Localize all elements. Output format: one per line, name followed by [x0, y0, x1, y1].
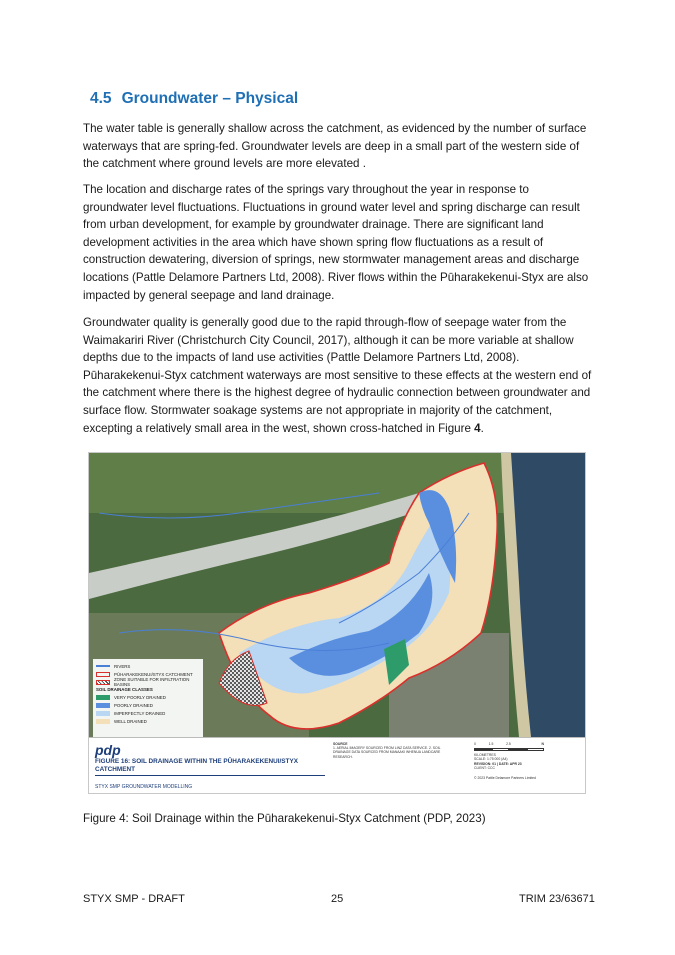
legend-infiltration-label: ZONE SUITABLE FOR INFILTRATION BASINS	[114, 677, 190, 687]
scale-tick: 0	[474, 742, 476, 746]
scale-unit: KILOMETRES	[474, 753, 496, 758]
client-text: CLIENT: CCC	[474, 765, 495, 770]
legend-river-swatch	[96, 665, 110, 667]
legend-classes-title: SOIL DRAINAGE CLASSES	[96, 687, 153, 692]
scale-tick: 1.5	[488, 742, 494, 746]
footer-document-title: STYX SMP - DRAFT	[83, 893, 185, 905]
section-heading	[90, 90, 298, 108]
figure-title-block	[89, 737, 585, 794]
legend-infiltration-swatch	[96, 680, 110, 685]
legend-very-poorly-label: VERY POORLY DRAINED	[114, 694, 166, 700]
legend-infiltration	[96, 678, 200, 686]
legend-poorly-label: POORLY DRAINED	[114, 702, 153, 708]
footer-page-number: 25	[331, 893, 344, 905]
figure-title: FIGURE 16: SOIL DRAINAGE WITHIN THE PŪHARAKEKENUI/STYX CATCHMENT	[95, 758, 325, 776]
legend-well-label: WELL DRAINED	[114, 718, 147, 724]
legend-rivers-label: RIVERS	[114, 663, 131, 669]
scale-bar	[474, 748, 544, 751]
paragraph-water-table: The water table is generally shallow across the catchment, as evidenced by the number of surface waterways that are spring-fed. Groundwater levels are deep in a small part of the western side of the catchment where ground levels are more elevated .	[83, 122, 587, 171]
soil-drainage-map-figure	[88, 452, 586, 794]
map-legend	[93, 659, 203, 737]
legend-catchment-swatch	[96, 672, 110, 677]
paragraph-end-punct: .	[480, 421, 484, 435]
figure-notes	[333, 742, 451, 759]
scale-ticks	[474, 742, 544, 746]
paragraph-springs: The location and discharge rates of the springs vary throughout the year in response to groundwater level fluctuations. Fluctuations in ground water level and spring discharge can result from urban development, for example by groundwater drainage. There are significant land development activities in the area which have shown spring flow fluctuations as a result of construction dewatering, diversion of springs, new stormwater management areas and discharge locations (Pattle Delamore Partners Ltd, 2008). River flows within the Pūharakekenui-Styx are also impacted by general seepage and land drainage.	[83, 183, 589, 302]
scale-text: SCALE: 1:75 000 (A4)	[474, 757, 508, 762]
scale-tick: 2.5	[506, 742, 511, 746]
figure-reference[interactable]: 4	[474, 421, 481, 435]
figure-subtitle: STYX SMP GROUNDWATER MODELLING	[95, 784, 193, 790]
legend-imperfectly-swatch	[96, 711, 110, 716]
legend-imperfectly	[96, 709, 200, 717]
pdp-logo: pdp	[95, 742, 121, 758]
legend-well	[96, 717, 200, 725]
legend-very-poorly-swatch	[96, 695, 110, 700]
figure-scale-info	[474, 742, 580, 780]
section-title: Groundwater – Physical	[121, 90, 299, 107]
legend-well-swatch	[96, 719, 110, 724]
figure-notes-text: 1. AERIAL IMAGERY SOURCED FROM LINZ DATA SERVICE. 2. SOIL DRAINAGE DATA SOURCED FROM MANAAKI WHENUA LANDCARE RESEARCH.	[333, 746, 441, 759]
paragraph-groundwater-quality-text: Groundwater quality is generally good due to the rapid through-flow of seepage water from the Waimakariri River (Christchurch City Council, 2017), although it can be more variable at shallow depths due to the impacts of land use activities (Pattle Delamore Partners Ltd, 2008). Pūharakekenui-Styx catchment waterways are most sensitive to these effects at the western end of the catchment where there is the highest degree of hydraulic connection between groundwater and surface flow. Stormwater soakage systems are not appropriate in majority of the catchment, excepting a relatively small area in the west, shown cross-hatched in Figure	[83, 316, 592, 435]
legend-very-poorly	[96, 693, 200, 701]
legend-poorly	[96, 701, 200, 709]
legend-imperfectly-label: IMPERFECTLY DRAINED	[114, 710, 166, 716]
footer-trim-reference: TRIM 23/63671	[519, 893, 595, 905]
section-number: 4.5	[90, 90, 112, 107]
revision-text: REVISION: 01 | DATE: APR 23	[474, 761, 522, 766]
legend-rivers	[96, 662, 200, 670]
legend-catchment-label: PŪHARAKEKENUI/STYX CATCHMENT	[114, 671, 193, 677]
figure-caption: Figure 4: Soil Drainage within the Pūharakekenui-Styx Catchment (PDP, 2023)	[83, 812, 486, 825]
legend-poorly-swatch	[96, 703, 110, 708]
paragraph-groundwater-quality	[83, 314, 593, 437]
copyright-text: © 2023 Pattle Delamore Partners Limited	[474, 776, 536, 781]
figure-notes-heading: SOURCE	[333, 742, 348, 746]
north-arrow-icon: N	[541, 742, 544, 746]
